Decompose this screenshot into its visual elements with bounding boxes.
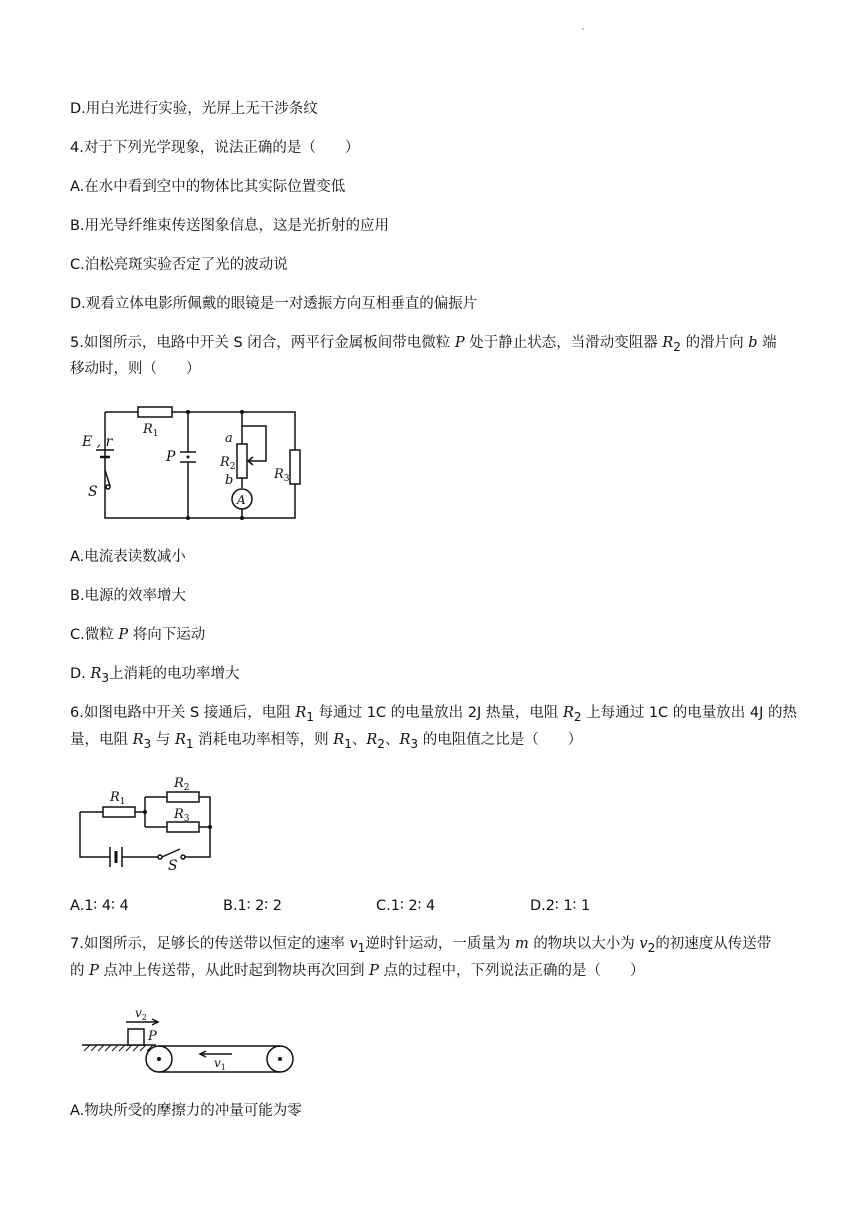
q5-circuit-diagram <box>70 400 310 530</box>
q5-option-d: D. $R_3$上消耗的电功率增大 <box>70 666 240 685</box>
q6-fig-r3-label: $R_3$ <box>174 807 190 824</box>
q7-fig-p-label: P <box>148 1029 157 1044</box>
q5-stem-line1: 5.如图所示，电路中开关 S 闭合，两平行金属板间带电微粒 P 处于静止状态，当滑动变阻器 $R_2$ 的滑片向 b 端 <box>70 335 777 354</box>
q7-stem-line2: 的 P 点冲上传送带，从此时起到物块再次回到 P 点的过程中，下列说法正确的是（ ） <box>70 963 645 979</box>
q4-option-d: D.观看立体电影所佩戴的眼镜是一对透振方向互相垂直的偏振片 <box>70 296 478 312</box>
scan-speck <box>582 28 584 30</box>
q5-fig-r1-label: $R_1$ <box>143 422 159 439</box>
q5-stem-line2: 移动时，则（ ） <box>70 361 201 377</box>
q6-option-c: C.1∶ 2∶ 4 <box>376 898 436 914</box>
q4-option-c: C.泊松亮斑实验否定了光的波动说 <box>70 257 288 273</box>
q5-fig-p-label: P <box>166 449 176 465</box>
q5-fig-ammeter-label: A <box>237 493 246 507</box>
q5-fig-switch-label: S <box>88 484 98 500</box>
q5-fig-r3-label: $R_3$ <box>274 467 290 484</box>
q6-circuit-diagram <box>80 775 220 874</box>
q5-option-c: C.微粒 P 将向下运动 <box>70 627 206 643</box>
q6-stem-line1: 6.如图电路中开关 S 接通后，电阻 $R_1$ 每通过 1C 的电量放出 2J 热量，电阻 $R_2$ 上每通过 1C 的电量放出 4J 的热 <box>70 705 798 724</box>
q7-option-a: A.物块所受的摩擦力的冲量可能为零 <box>70 1103 302 1119</box>
q6-fig-r2-label: $R_2$ <box>174 776 190 793</box>
q5-fig-er-label: E , r <box>82 434 113 450</box>
q6-fig-r1-label: $R_1$ <box>110 790 126 807</box>
q5-fig-a-label: a <box>225 431 233 446</box>
q6-option-a: A.1∶ 4∶ 4 <box>70 898 129 914</box>
q4-option-a: A.在水中看到空中的物体比其实际位置变低 <box>70 179 346 195</box>
q6-fig-switch-label: S <box>168 858 178 874</box>
q4-stem: 4.对于下列光学现象，说法正确的是（ ） <box>70 140 360 156</box>
q4-option-b: B.用光导纤维束传送图象信息，这是光折射的应用 <box>70 218 390 234</box>
q5-option-b: B.电源的效率增大 <box>70 588 187 604</box>
q6-stem-line2: 量，电阻 $R_3$ 与 $R_1$ 消耗电功率相等，则 $R_1$、$R_2$、$R_3$ 的电阻值之比是（ ） <box>70 732 583 751</box>
q6-option-d: D.2∶ 1∶ 1 <box>530 898 591 914</box>
q5-option-a: A.电流表读数减小 <box>70 549 186 565</box>
q3-option-d: D.用白光进行实验，光屏上无干涉条纹 <box>70 101 318 117</box>
q7-stem-line1: 7.如图所示，足够长的传送带以恒定的速率 $v_1$逆时针运动，一质量为 m 的物块以大小为 $v_2$的初速度从传送带 <box>70 936 772 955</box>
q5-fig-r2-label: $R_2$ <box>220 455 236 472</box>
q7-fig-v1-label: $v_1$ <box>214 1056 226 1072</box>
q5-fig-b-label: b <box>225 473 234 488</box>
q7-conveyor-diagram <box>82 1003 302 1078</box>
q7-fig-v2-label: $v_2$ <box>135 1006 147 1022</box>
q6-option-b: B.1∶ 2∶ 2 <box>223 898 282 914</box>
